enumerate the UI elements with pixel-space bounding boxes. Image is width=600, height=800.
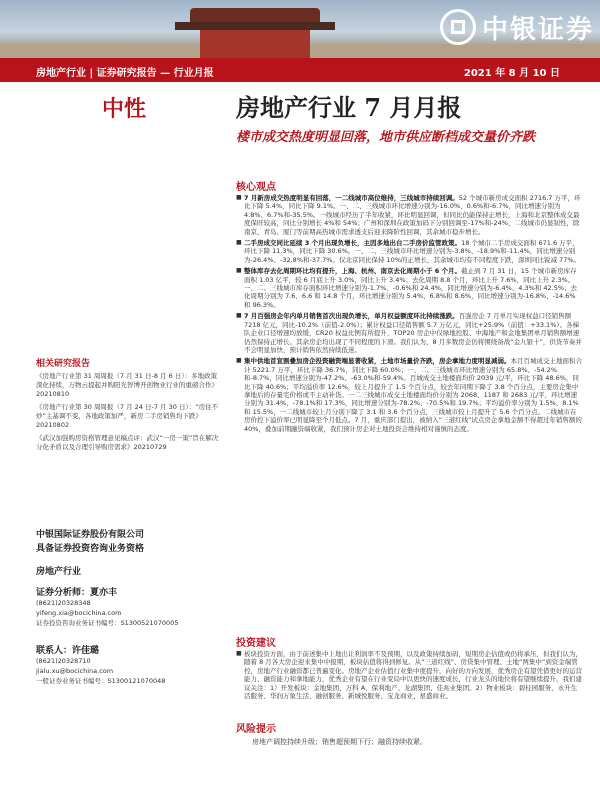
header-banner: [0, 0, 600, 58]
institution-info: [36, 528, 220, 556]
company-logo: [440, 4, 594, 50]
risk-section-heading: 风险提示: [236, 724, 276, 735]
core-point-lead: 7 月百强房企年内单月销售首次出现负增长，单月权益额度环比持续涨跌。: [244, 312, 459, 321]
institution-name: 中银国际证券股份有限公司: [36, 530, 145, 540]
core-points: [236, 194, 582, 436]
investment-advice: [236, 650, 582, 703]
banner-roof-eave: [175, 22, 335, 30]
core-point-lead: 二手房成交同比延续 3 个月出现负增长，主因多地出台二手房价监管政策。: [244, 239, 462, 248]
industry-label: 房地产行业: [36, 567, 82, 577]
banner-wall: [200, 30, 310, 58]
logo-text: 中银证券: [481, 14, 594, 45]
related-report[interactable]: 《房地产行业第 30 周周报（7 月 24 日-7 月 30 日）：“房住不炒”主基调不变，各地政策加严，新房二手房销售均下跌》20210802: [36, 403, 219, 429]
related-report[interactable]: 《武汉加强购房资格管理意见稿点评：武汉“一房一策”旨在解决分化矛盾以及合理引导购房需求》20210729: [36, 434, 219, 451]
core-point-text: 本月百城成交土地面积合计 5221.7 万平，环比下降 36.7%，同比下降 60.0%；一、二、三线城市环比增速分别为 65.8%、-54.2%和-8.7%，同比增速分别为-47.2%、-63.0%和-59.4%。百城成交土地楼面均价 2039 元/平，环比下降 48.6%，同比下降 40.6%；平均溢价率 12.6%，较上月提升了 1.5 个百分点，较去年同期下降了 3.8 个百分点，主要房企集中拿地后的存量宅价格或不主动补货。一二三线城市成交土地楼面均价分别为 2068、1187 和 2683 元/平，环比增速分别为 31.4%、-78.1%和 17.3%，同比增速分别为-78.2%、-70.5%和 19.7%；平均溢价率分别为 1.5%、8.1%和 15.5%，一二线城市较上月分别下降了 3.1 和 3.6 个百分点，三线城市较上月提升了 5.6 个百分点。二线城市在房价控下溢价率已明显降至个月低点。7 月，重庆部门提出，被纳入“三道红线”试点房企拿地金额不得超过年销售额的 40%，叠加前期融资端收紧，我们预计房企对土地投资会维持相对谨慎的态度。: [244, 357, 582, 433]
core-point-text: 百强房企 7 月单月实现权益口径销售额 7218 亿元，同比-10.2%（前值-2.0%）；累计权益口径销售额 5.7 万亿元，同比+25.9%（前值：+33.1%）。各梯队企业口径增速均放缓，CR20 权益比例有所提升，TOP20 房企中仅绿地控股、中海地产和金地集团单月销售额增速仍然保持正增长。其余房企均出现了不同程度的下滑。我们认为，8 月多数房企仍将围绕备战“金九银十”，供货节奏并不会明显加快，预计销售依然持续低迷。: [244, 312, 582, 354]
core-point-text: 截止到 7 月 31 日，15 个城市新房库存面积 1.03 亿平，较 6 月底上升 3.0%，同比上升 3.4%；去化周期 8.8 个月，环比上升 7.6%，同比上升 2.3%。一、二、三线城市库存面积环比增速分别为-1.7%、-0.6%和 24.4%，同比增速分别为-6.4%、4.3%和 42.5%；去化周期分别为 7.6、6.6 和 14.8 个月，环比增速分别为 5.4%、6.8%和 8.6%，同比增速分别为-16.8%、-14.6%和 96.3%。: [244, 267, 578, 309]
contact-phone: (8621)20328710: [36, 657, 91, 665]
contact-name: 联系人：许佳璐: [36, 646, 100, 656]
report-title: 房地产行业 7 月月报: [236, 93, 462, 122]
boc-logo-icon: [440, 9, 476, 45]
risk-text: 房地产调控持续升级；销售超预期下行；融资持续收紧。: [252, 738, 427, 746]
core-point-lead: 7 月新房成交热度明显有回落，一二线城市高位维持，三线城市持续回调。: [244, 194, 459, 202]
related-report[interactable]: 《房地产行业第 31 周周报（7 月 31 日-8 月 6 日）：多地政策深化持续，万物云提起并购阳光智博开创物业行业的重磅合作》20210810: [36, 372, 218, 398]
analyst-block: [36, 588, 220, 628]
analyst-phone: (8621)20328348: [36, 599, 91, 607]
analyst-email[interactable]: yifeng.xia@bocichina.com: [36, 609, 122, 617]
core-point: [236, 312, 582, 354]
core-point-text: 52 个城市新房成交面积 2716.7 万平，环比下降 5.4%，同比下降 9.1%。一、二、三线城市环比增速分别为-16.0%、0.6%和-6.7%，同比增速分别为 4.8%、6.7%和-35.5%。一线城市经历了半年收紧，环比明显回调，但同比仍能保持正增长，上海和北京整体成交最度保旺较高，同比分别增长 4%和 54%；广州和深圳在政策加码下分别回调至-17%和-24%，二线城市仍显韧性，除南京、青岛、厦门等前期高热城市需求透支后迎来降阶性回调，其余城市稳步增长。: [244, 194, 581, 236]
related-reports: [36, 372, 220, 456]
core-point-text: 18 个城市二手房成交面积 671.6 万平，环比下降 11.3%，同比下降 30.6%。一、二、三线城市环比增速分别为-3.8%、-18.9%和-11.4%，同比增速分别为-26.4%、-32.8%和-37.7%。仅北京同比保持 10%的正增长，其余城市均有不同程度下跌，深圳同比锐减 77%。: [244, 239, 581, 264]
institution-qualification: 具备证券投资咨询业务资格: [36, 544, 145, 554]
contact-email[interactable]: jialu.xu@bocichina.com: [36, 667, 114, 675]
report-date: 2021 年 8 月 10 日: [463, 68, 560, 79]
investment-text: ■ 板块投资方面，由于前述集中上地出让利润率不及预期，以及政策持续加码，短期房企估值或仍将承压，但我们认为，随着 8 月各大房企迎来集中中报期，板块估值将得到修复。从“三道红线”、房贷集中管理、土地“两集中”到资金端管控，房地产行业融资都已普遍变化。房地产企业估值行业集中度提升，向好的方向发展，优秀房企有望凭借更好的运营能力、融资能力和拿地能力，优秀企业有望在行业变局中以更快的速度成长，行业龙头的地位将有望继续提升，我们建议关注：1）开发板块：金地集团、万科 A、保利地产、龙湖集团、佳兆业集团。2）物业板块：碧桂园服务、永升生活服务、华润万象生活、融创服务、新城悦服务、宝龙商业、星盛商业。: [236, 650, 582, 700]
core-point: [236, 239, 582, 264]
report-type-bar: [0, 58, 600, 82]
core-point-lead: 集中供地首宣割叠加房企投资融资端显著收紧，土地市场量价齐跌，房企拿地力度明显减弱。: [244, 357, 511, 366]
report-subtitle: 楼市成交热度明显回落，地市供应断档成交量价齐跌: [236, 130, 536, 145]
related-reports-heading: 相关研究报告: [36, 359, 91, 369]
core-point-lead: 整体库存去化周期环比均有提升，上海、杭州、南京去化周期小于 6 个月。: [244, 267, 462, 276]
core-point: [236, 357, 582, 433]
industry-rating: 中性: [102, 97, 147, 122]
contact-block: [36, 646, 220, 686]
analyst-cert: 证券投资咨询业务证书编号：S1300521070005: [36, 619, 179, 627]
report-category: 房地产行业 | 证券研究报告 — 行业月报: [36, 68, 214, 79]
investment-section-heading: 投资建议: [236, 638, 276, 649]
contact-cert: 一般证券业务证书编号：S1300121070048: [36, 677, 166, 685]
analyst-name: 证券分析师：夏亦丰: [36, 588, 118, 598]
core-point: [236, 194, 582, 236]
core-section-heading: 核心观点: [236, 182, 276, 193]
core-point: [236, 267, 582, 309]
